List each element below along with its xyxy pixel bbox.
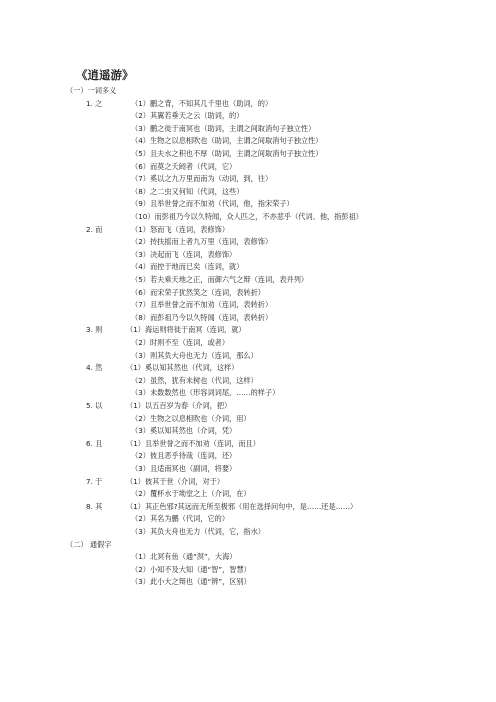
list-item: （3）未数数然也（形容词词尾，……的样子） — [131, 388, 280, 398]
entry-head: 5. 以 — [86, 401, 103, 410]
section-heading: （一）一词多义 — [66, 86, 117, 95]
list-item: （1）海运则将徙于南冥（连词，就） — [126, 325, 246, 335]
list-item: （7）且举世誉之而不加劝（连词，表转折） — [131, 300, 273, 310]
list-item: （2）其翼若垂天之云（助词，的） — [131, 111, 244, 121]
list-item: （8）而彭祖乃今以久特闻（连词，表转折） — [131, 312, 273, 322]
list-item: （3）则其负大舟也无力（连词，那么） — [131, 350, 258, 360]
list-item: （6）而莫之夭阏者（代词，它） — [131, 161, 237, 171]
list-item: （2）抟扶摇而上者九万里（连词，表修饰） — [131, 237, 273, 247]
list-item: （10）而彭祖乃今以久特闻，众人匹之，不亦悲乎（代词、他，指彭祖） — [131, 212, 363, 221]
list-item: （1）以五百岁为春（介词，把） — [126, 401, 232, 410]
list-item: （4）而控于地而已矣（连词，就） — [131, 262, 244, 272]
list-item: （3）决起而飞（连词，表修饰） — [131, 249, 237, 259]
list-item: （1）北冥有鱼（通“溟”，大海） — [131, 552, 237, 562]
entry-head: 3. 则 — [86, 325, 103, 335]
list-item: （3）其负大舟也无力（代词，它，指水） — [131, 527, 265, 536]
list-item: （8）之二虫又何知（代词，这些） — [131, 186, 244, 196]
list-item: （1）且举世誉之而不加劝（连词，而且） — [126, 438, 260, 448]
entry-head: 2. 而 — [86, 224, 103, 234]
list-item: （1）怒而飞（连词，表修饰） — [131, 224, 230, 234]
list-item: （3）奚以知其然也（介词，凭） — [131, 426, 237, 436]
list-item: （1）鹏之背，不知其几千里也（助词，的） — [131, 98, 273, 108]
list-item: （3）此小大之辩也（通“辨”，区别） — [131, 577, 251, 587]
entry-head: 6. 且 — [86, 438, 103, 448]
list-item: （1）其正色邪?其远而无所至极邪（用在选择问句中，是……还是……） — [126, 501, 358, 511]
list-item: （4）生物之以息相吹也（助词，主谓之间取消句子独立性） — [131, 136, 323, 146]
list-item: （7）奚以之九万里而南为（动词，到，往） — [131, 174, 273, 184]
list-item: （1）奚以知其然也（代词，这样） — [126, 363, 239, 373]
list-item: （2）时则不至（连词，或者） — [131, 338, 230, 347]
list-item: （5）且夫水之积也不厚（助词，主谓之间取消句子独立性） — [131, 149, 323, 158]
page-title: 《逍遥游》 — [76, 68, 134, 82]
list-item: （2）虽然，犹有未树也（代词，这样） — [131, 375, 258, 385]
section-heading: （二） 通假字 — [66, 539, 112, 549]
entry-head: 1. 之 — [86, 98, 103, 108]
entry-head: 8. 其 — [86, 501, 103, 511]
list-item: （5）若夫乘天地之正，而御六气之辩（连词，表并列） — [131, 275, 309, 284]
list-item: （6）而宋荣子犹然笑之（连词，表转折） — [131, 287, 265, 297]
list-item: （2）小知不及大知（通“智”，智慧） — [131, 564, 251, 574]
list-item: （2）其名为鹏（代词，它的） — [131, 514, 230, 524]
list-item: （3）鹏之徙于南冥也（助词，主谓之间取消句子独立性） — [131, 123, 316, 133]
list-item: （2）生物之以息相吹也（介词，用） — [131, 413, 251, 423]
entry-head: 4. 然 — [86, 363, 103, 373]
list-item: （2）覆杯水于坳堂之上（介词，在） — [131, 489, 251, 499]
list-item: （3）且适南冥也（副词，将要） — [131, 464, 237, 473]
entry-head: 7. 于 — [86, 476, 103, 486]
list-item: （2）彼且恶乎待哉（连词，还） — [131, 451, 237, 461]
list-item: （1）彼其于世（介词，对于） — [126, 476, 225, 486]
list-item: （9）且举世誉之而不加劝（代词，他，指宋荣子） — [131, 199, 294, 209]
